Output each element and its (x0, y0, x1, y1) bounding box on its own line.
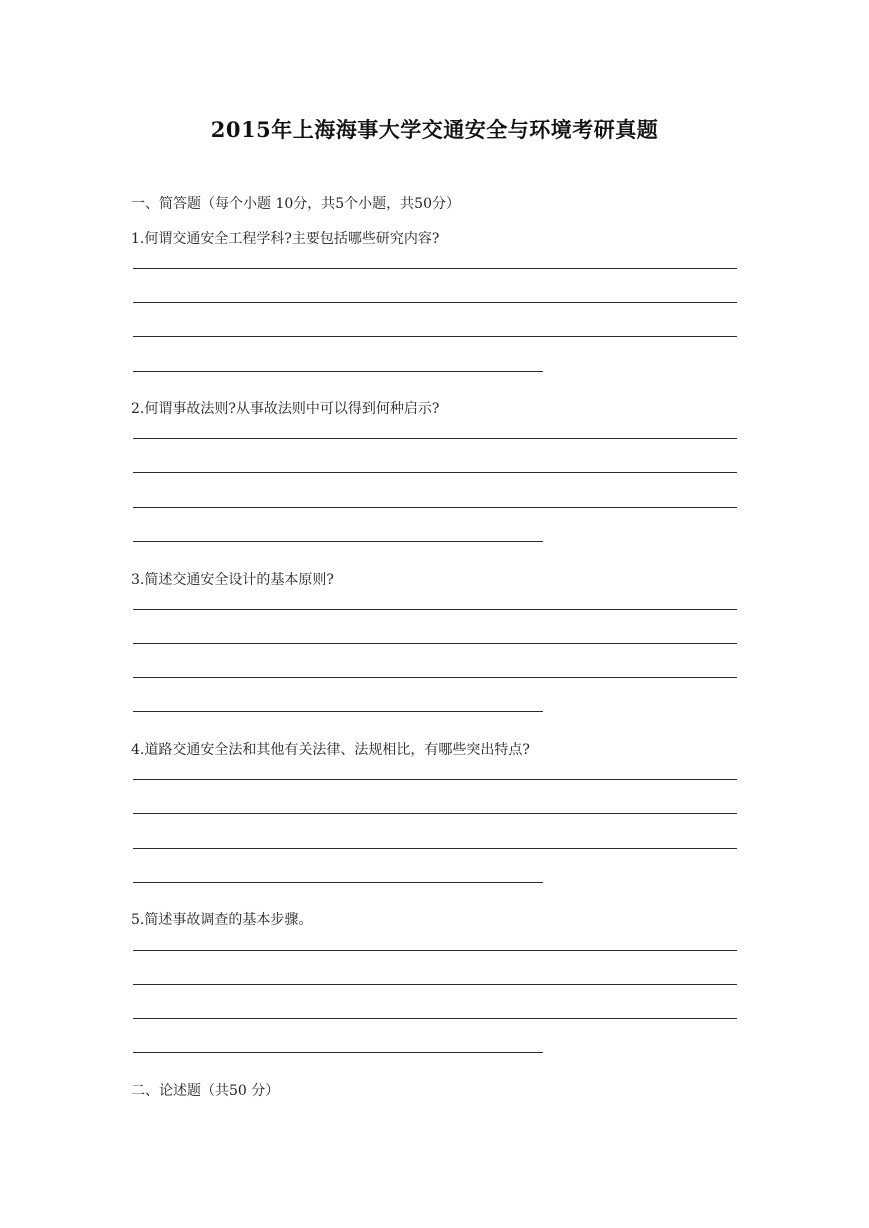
answer-line (133, 984, 737, 985)
answer-line (133, 1018, 737, 1019)
answer-line (133, 336, 737, 337)
answer-line (133, 268, 737, 269)
question-5: 5.简述事故调查的基本步骤。 (131, 912, 313, 928)
answer-line (133, 609, 737, 610)
answer-line (133, 677, 737, 678)
answer-line (133, 813, 737, 814)
question-2: 2.何谓事故法则?从事故法则中可以得到何种启示? (131, 401, 440, 417)
answer-line (133, 950, 737, 951)
section-1-heading: 一、简答题（每个小题 10分，共5个小题，共50分） (131, 196, 460, 212)
answer-line (133, 472, 737, 473)
question-3: 3.简述交通安全设计的基本原则? (131, 572, 334, 588)
answer-line (133, 848, 737, 849)
question-4: 4.道路交通安全法和其他有关法律、法规相比，有哪些突出特点? (131, 742, 530, 758)
answer-line (133, 643, 737, 644)
answer-line (133, 711, 543, 712)
answer-line (133, 302, 737, 303)
answer-line (133, 882, 543, 883)
answer-line (133, 541, 543, 542)
answer-line (133, 1052, 543, 1053)
answer-line (133, 779, 737, 780)
answer-line (133, 371, 543, 372)
answer-line (133, 507, 737, 508)
question-1: 1.何谓交通安全工程学科?主要包括哪些研究内容? (131, 231, 440, 247)
answer-line (133, 438, 737, 439)
section-2-heading: 二、论述题（共50 分） (131, 1083, 280, 1099)
page-title: 2015年上海海事大学交通安全与环境考研真题 (210, 117, 659, 142)
